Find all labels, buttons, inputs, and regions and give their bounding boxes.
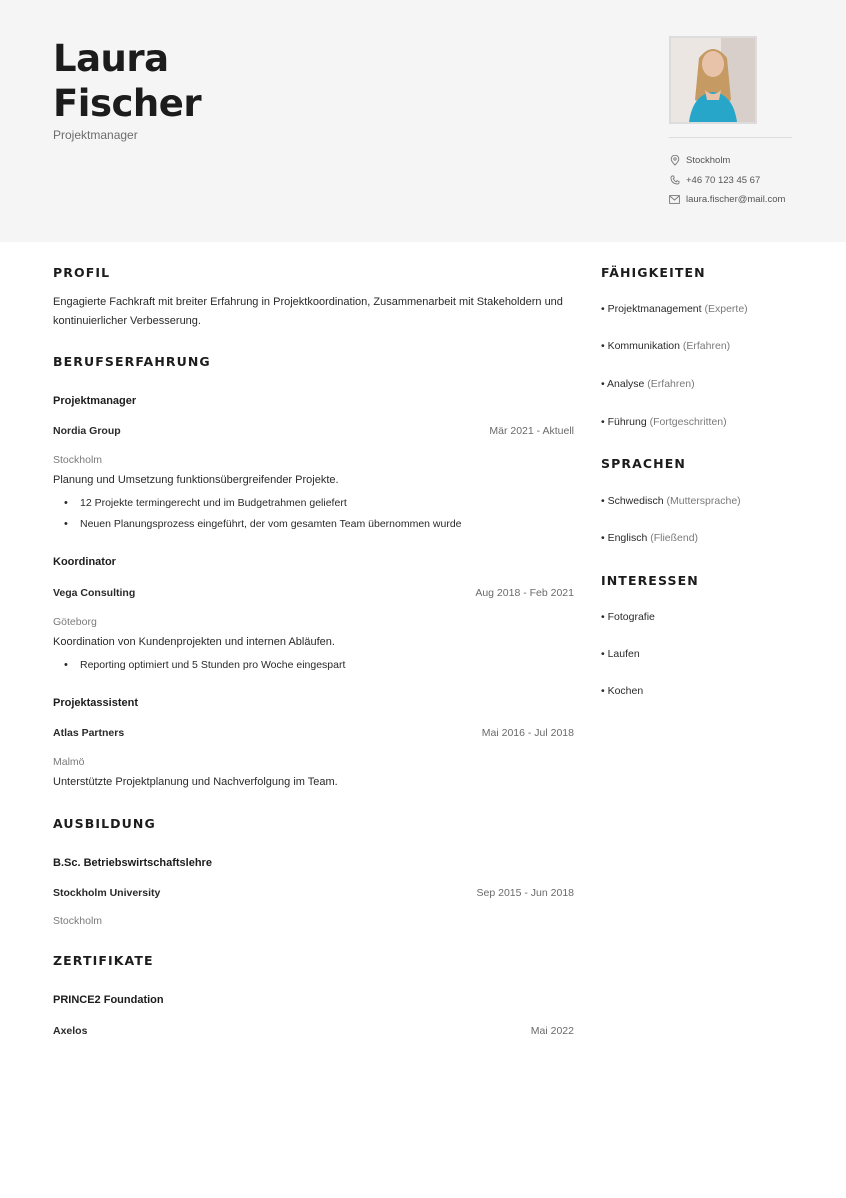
- language-level: (Muttersprache): [666, 495, 741, 507]
- skill-level: (Experte): [704, 303, 748, 315]
- education-degree: B.Sc. Betriebswirtschaftslehre: [53, 857, 212, 869]
- contact-divider: [669, 137, 792, 138]
- job-1-location: Stockholm: [53, 454, 103, 466]
- skill-level: (Erfahren): [647, 378, 695, 390]
- mail-icon: [669, 194, 680, 205]
- language-name: • Schwedisch: [601, 495, 664, 507]
- education-heading: AUSBILDUNG: [53, 816, 156, 831]
- certificate-name: PRINCE2 Foundation: [53, 994, 164, 1006]
- profile-heading: PROFIL: [53, 265, 111, 280]
- list-item: • Reporting optimiert und 5 Stunden pro Woche eingespart: [53, 658, 345, 679]
- first-name: Laura: [53, 37, 169, 80]
- certificate-date: Mai 2022: [530, 1025, 574, 1037]
- skill-item: [601, 378, 695, 390]
- certificates-heading: ZERTIFIKATE: [53, 953, 154, 968]
- job-1-title: Projektmanager: [53, 395, 137, 407]
- education-location: Stockholm: [53, 915, 103, 927]
- job-2-bullets: [53, 658, 345, 679]
- job-3-location: Malmö: [53, 756, 85, 768]
- interest-item: • Laufen: [601, 648, 640, 660]
- job-role: Projektmanager: [53, 128, 138, 142]
- job-2-title: Koordinator: [53, 556, 116, 568]
- skill-level: (Fortgeschritten): [649, 416, 727, 428]
- list-item: • Neuen Planungsprozess eingeführt, der vom gesamten Team übernommen wurde: [53, 517, 462, 538]
- list-item: • 12 Projekte termingerecht und im Budgetrahmen geliefert: [53, 496, 462, 517]
- language-item: [601, 532, 698, 544]
- contact-location-text: Stockholm: [686, 155, 731, 167]
- resume-header: [0, 0, 846, 242]
- person-name: [53, 36, 201, 126]
- job-1-date: Mär 2021 - Aktuell: [489, 425, 574, 437]
- skill-name: • Kommunikation: [601, 340, 680, 352]
- last-name: Fischer: [53, 82, 202, 125]
- contact-phone-text: +46 70 123 45 67: [686, 174, 761, 186]
- interest-item: • Fotografie: [601, 611, 655, 623]
- map-pin-icon: [669, 155, 680, 166]
- job-3-company: Atlas Partners: [53, 727, 125, 739]
- interests-heading: INTERESSEN: [601, 573, 699, 588]
- education-date: Sep 2015 - Jun 2018: [476, 887, 574, 899]
- skill-item: [601, 340, 730, 352]
- education-school: Stockholm University: [53, 887, 161, 899]
- profile-text-line-1: Engagierte Fachkraft mit breiter Erfahrung in Projektkoordination, Zusammenarbeit mit Stakeholdern und: [53, 296, 563, 308]
- skills-heading: FÄHIGKEITEN: [601, 265, 706, 280]
- skill-name: • Führung: [601, 416, 647, 428]
- job-2-company: Vega Consulting: [53, 587, 136, 599]
- phone-icon: [669, 175, 680, 186]
- job-3-title: Projektassistent: [53, 697, 138, 709]
- skill-level: (Erfahren): [682, 340, 731, 352]
- skill-name: • Analyse: [601, 378, 645, 390]
- skill-item: [601, 416, 727, 428]
- skill-name: • Projektmanagement: [601, 303, 702, 315]
- contact-email-text: laura.fischer@mail.com: [686, 194, 786, 206]
- job-2-location: Göteborg: [53, 616, 97, 628]
- contact-list: [669, 151, 785, 210]
- language-name: • Englisch: [601, 532, 648, 544]
- profile-photo: [669, 36, 757, 124]
- language-level: (Fließend): [650, 532, 699, 544]
- contact-phone: [669, 171, 785, 191]
- profile-text-line-2: kontinuierlicher Verbesserung.: [53, 315, 201, 327]
- job-1-bullets: [53, 496, 462, 538]
- job-2-summary: Koordination von Kundenprojekten und internen Abläufen.: [53, 636, 335, 648]
- job-3-summary: Unterstützte Projektplanung und Nachverfolgung im Team.: [53, 776, 338, 788]
- interest-item: • Kochen: [601, 685, 644, 697]
- job-1-company: Nordia Group: [53, 425, 121, 437]
- job-3-date: Mai 2016 - Jul 2018: [481, 727, 574, 739]
- certificate-issuer: Axelos: [53, 1025, 88, 1037]
- contact-location: [669, 151, 785, 171]
- languages-heading: SPRACHEN: [601, 456, 686, 471]
- contact-email: [669, 190, 785, 210]
- language-item: [601, 495, 741, 507]
- skill-item: [601, 303, 748, 315]
- experience-heading: BERUFSERFAHRUNG: [53, 354, 211, 369]
- job-2-date: Aug 2018 - Feb 2021: [475, 587, 574, 599]
- job-1-summary: Planung und Umsetzung funktionsübergreifender Projekte.: [53, 474, 339, 486]
